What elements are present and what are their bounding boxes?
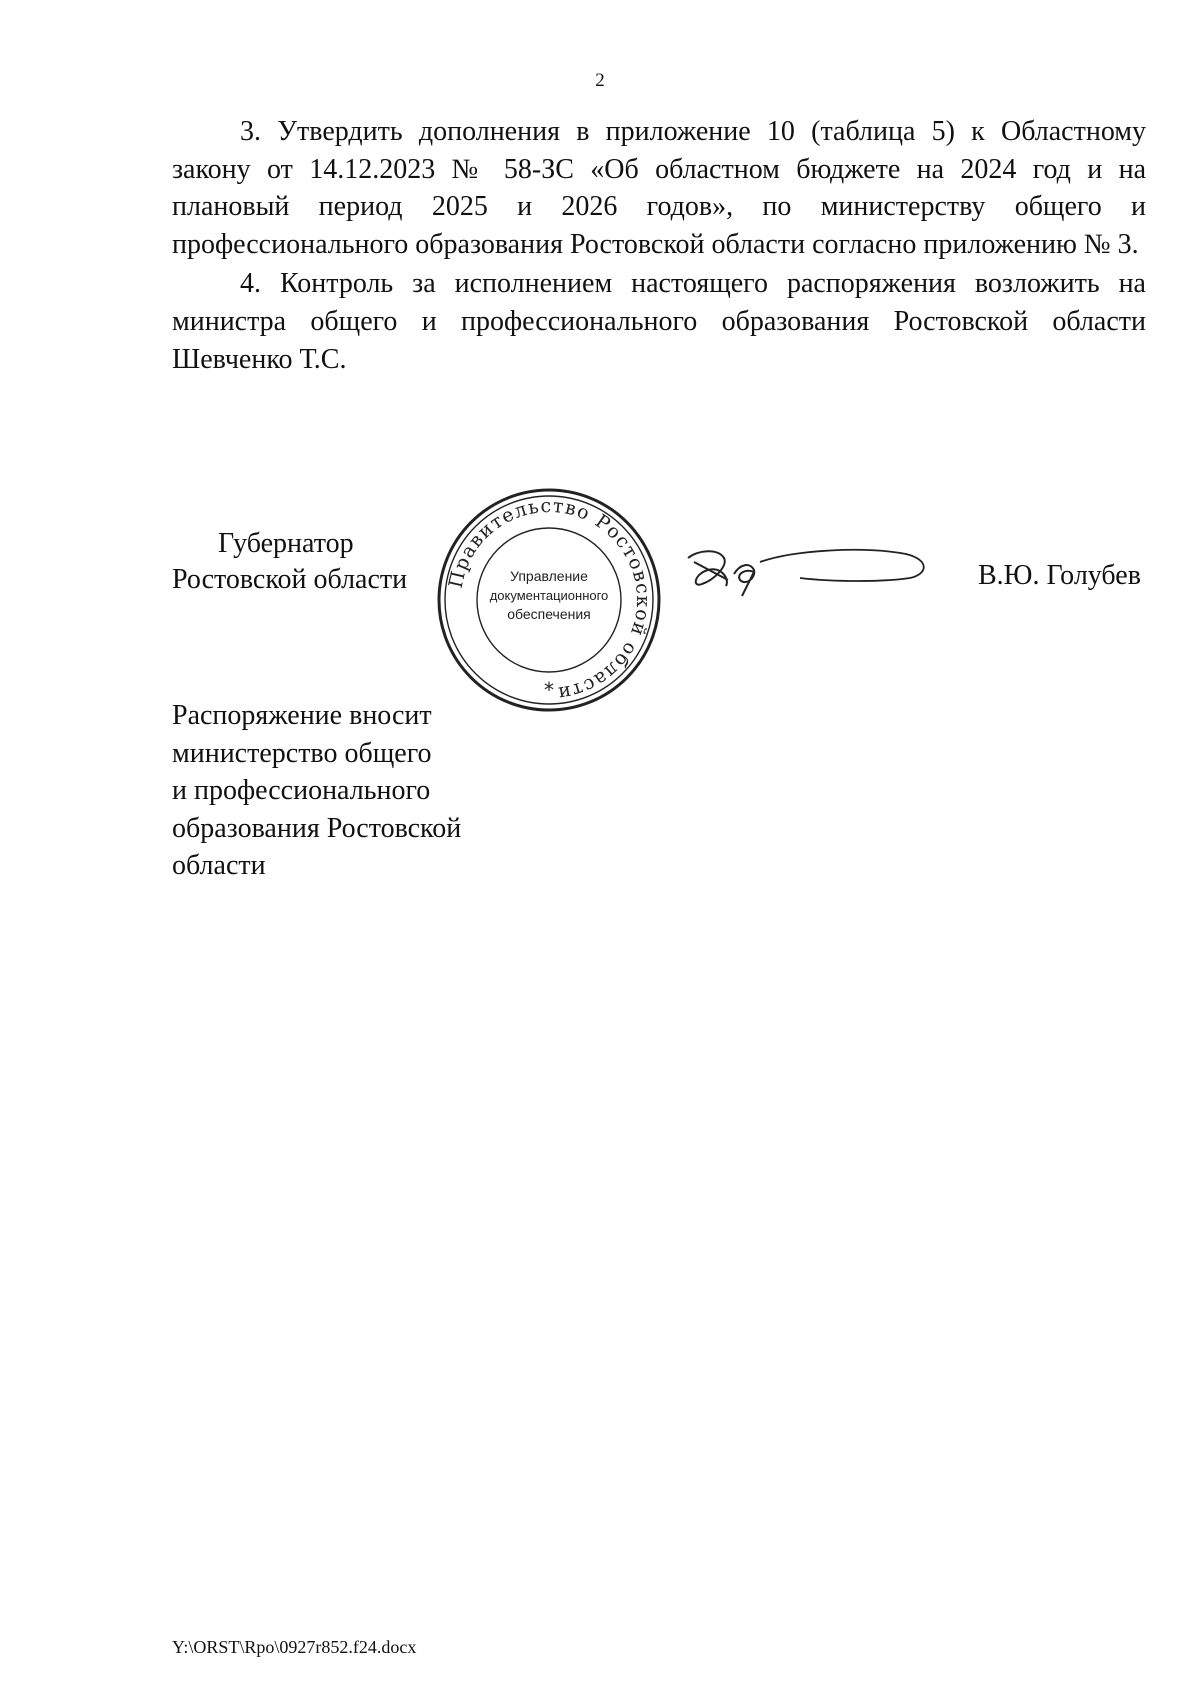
seal-inner-line1: Управление	[510, 568, 588, 584]
introducer-line: области	[172, 850, 266, 881]
introducer-line: и профессионального	[172, 775, 431, 806]
introducer-line: Распоряжение вносит	[172, 700, 432, 731]
paragraph-4: 4. Контроль за исполнением настоящего распоряжения возложить на министра общего и профессионального образования Ростовской области Шевченко Т.С.	[172, 268, 1146, 375]
introducer-line: министерство общего	[172, 737, 432, 769]
page-number: 2	[595, 70, 605, 91]
paragraph-3: 3. Утвердить дополнения в приложение 10 (таблица 5) к Областному закону от 14.12.2023 № 58-ЗС «Об областном бюджете на 2024 год и на плановый период 2025 и 2026 годов», по министерству общего и профессионального образования Ростовской области согласно приложению № 3.	[172, 116, 1146, 260]
signatory-name: В.Ю. Голубев	[978, 560, 1141, 591]
handwritten-signature	[684, 540, 934, 610]
seal-star: *	[544, 678, 554, 702]
introducer-line: образования Ростовской	[172, 812, 462, 844]
file-path: Y:\ORST\Rpo\0927r852.f24.docx	[172, 1637, 417, 1657]
official-seal	[434, 485, 664, 715]
seal-outer-text: Правительство Ростовской области	[444, 494, 655, 705]
body-text	[172, 113, 1146, 380]
signatory-title-line2: Ростовской области	[172, 564, 408, 595]
introducer-block	[172, 697, 461, 885]
seal-inner-line3: обеспечения	[507, 606, 591, 622]
signatory-title	[172, 526, 407, 598]
signatory-title-line1: Губернатор	[218, 528, 354, 559]
seal-inner-line2: документационного	[489, 588, 609, 603]
